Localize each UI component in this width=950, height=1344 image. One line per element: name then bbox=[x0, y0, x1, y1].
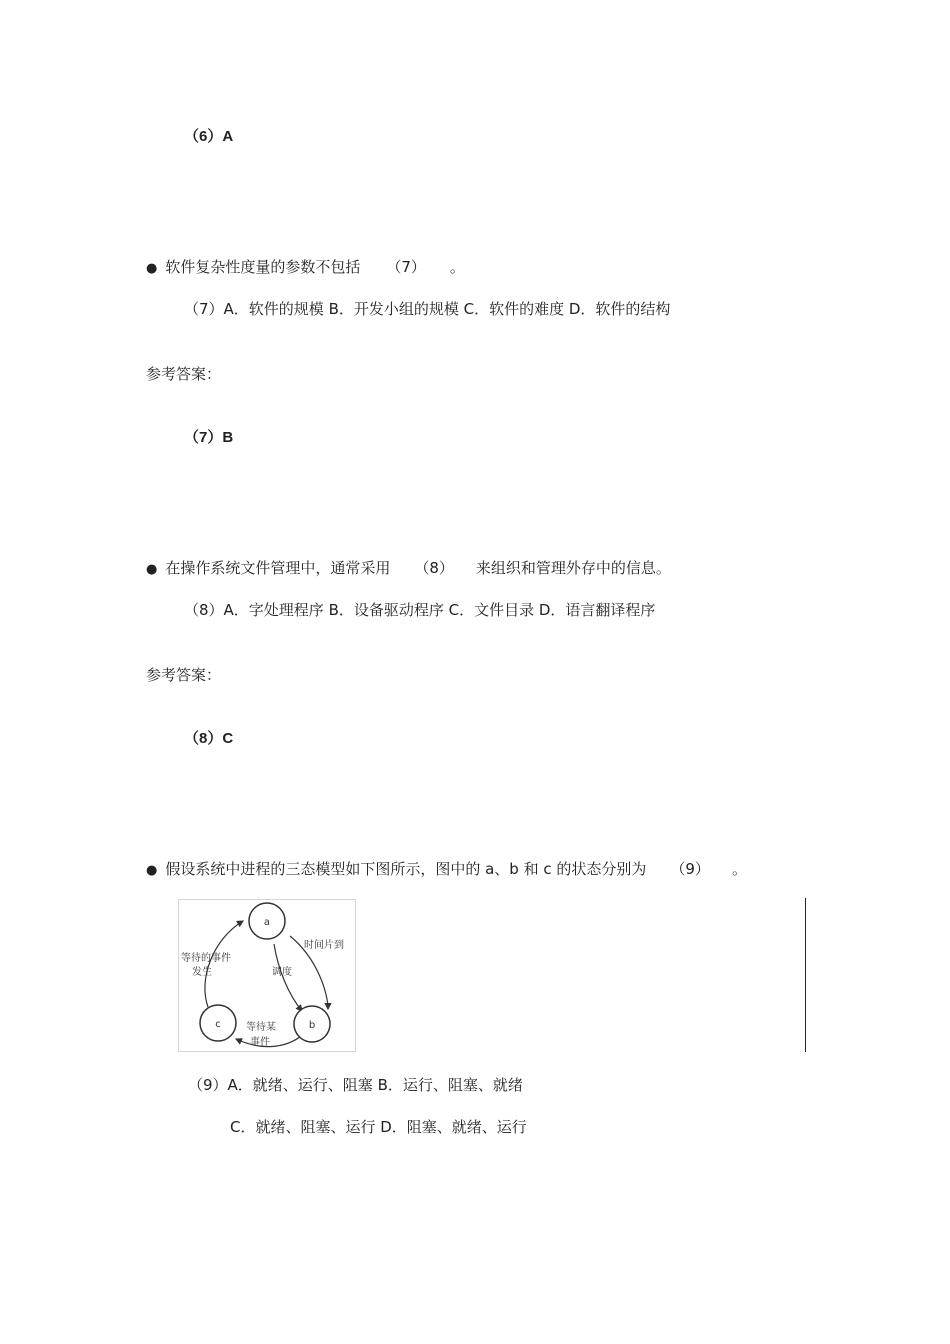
question-7-stem: 软件复杂性度量的参数不包括 bbox=[165, 258, 361, 276]
question-8-rest: 来组织和管理外存中的信息。 bbox=[475, 559, 671, 577]
answer-6: （6）A bbox=[184, 128, 234, 145]
state-node-b bbox=[294, 1006, 330, 1042]
question-9 bbox=[146, 859, 747, 881]
question-9-blank: （9） bbox=[670, 860, 710, 878]
question-7-options: （7）A．软件的规模 B．开发小组的规模 C．软件的难度 D．软件的结构 bbox=[184, 300, 671, 318]
edge-label-wait-event-2: 事件 bbox=[250, 1037, 270, 1048]
edge-label-schedule: 调度 bbox=[272, 967, 292, 978]
state-node-c bbox=[200, 1005, 236, 1041]
node-b-label: b bbox=[308, 1020, 316, 1031]
answer-label-8: 参考答案： bbox=[146, 666, 222, 684]
bullet-icon: ● bbox=[146, 863, 158, 878]
answer-label-7: 参考答案： bbox=[146, 365, 222, 383]
bullet-icon: ● bbox=[146, 562, 158, 577]
vertical-divider bbox=[805, 898, 806, 1052]
edge-label-event-happen-2: 发生 bbox=[192, 967, 212, 978]
answer-7: （7）B bbox=[184, 429, 234, 446]
node-c-label: c bbox=[215, 1019, 221, 1030]
question-7-blank: （7） bbox=[386, 258, 426, 276]
question-9-options-line1: （9）A．就绪、运行、阻塞 B．运行、阻塞、就绪 bbox=[188, 1076, 523, 1094]
answer-8: （8）C bbox=[184, 730, 234, 747]
edge-label-event-happen-1: 等待的事件 bbox=[181, 953, 231, 964]
question-7 bbox=[146, 257, 465, 279]
edge-label-timeslice: 时间片到 bbox=[304, 940, 344, 951]
question-8-blank: （8） bbox=[414, 559, 454, 577]
node-a-label: a bbox=[263, 917, 271, 928]
question-8 bbox=[146, 558, 671, 580]
question-8-stem: 在操作系统文件管理中，通常采用 bbox=[165, 559, 391, 577]
question-8-options: （8）A．字处理程序 B．设备驱动程序 C．文件目录 D．语言翻译程序 bbox=[184, 601, 656, 619]
question-9-options-line2: C．就绪、阻塞、运行 D．阻塞、就绪、运行 bbox=[230, 1118, 527, 1136]
state-node-a bbox=[249, 903, 285, 939]
process-state-diagram bbox=[178, 899, 356, 1052]
edge-label-wait-event-1: 等待某 bbox=[246, 1022, 276, 1033]
question-9-end: 。 bbox=[731, 860, 747, 878]
bullet-icon: ● bbox=[146, 261, 158, 276]
question-7-end: 。 bbox=[449, 258, 465, 276]
question-9-stem: 假设系统中进程的三态模型如下图所示，图中的 a、b 和 c 的状态分别为 bbox=[165, 860, 647, 878]
